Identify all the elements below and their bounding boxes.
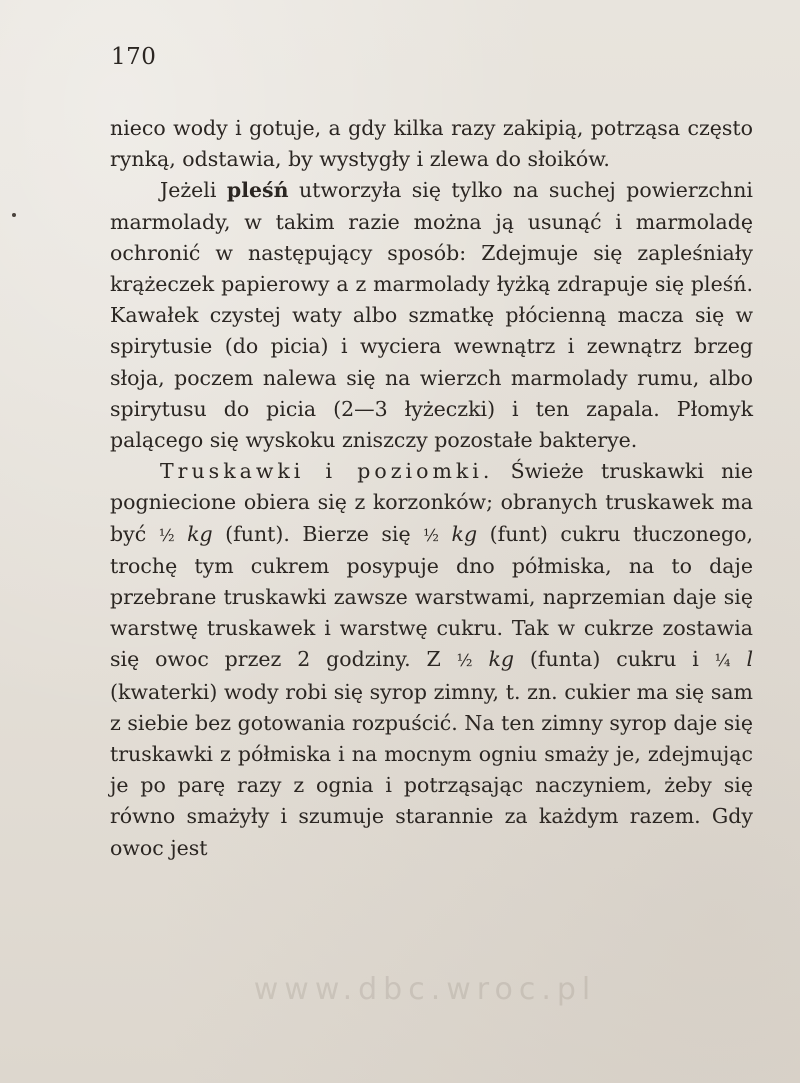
- paragraph-strawberries: [110, 456, 753, 864]
- paragraph-3-part-c: (funt) cukru tłuczonego, trochę tym cukrem posypuje dno półmiska, na to daje przebrane truskawki zawsze warstwami, naprzemian daje się warstwę truskawek i warstwę cukru. Tak w cukrze zostawia się owoc przez 2 godziny. Z: [110, 521, 753, 672]
- fraction-1: ½: [158, 525, 175, 545]
- paragraph-mold: [110, 175, 753, 456]
- paper-speck: [12, 213, 16, 217]
- page-number: 170: [111, 44, 157, 70]
- section-heading-strawberries: Truskawki i poziomki.: [160, 459, 494, 484]
- unit-1: kg: [187, 521, 213, 546]
- page-text: [110, 113, 753, 864]
- unit-4: l: [746, 647, 753, 672]
- paragraph-3-part-b: (funt). Bierze się: [225, 521, 411, 546]
- paragraph-3-part-d: (funta) cukru i: [529, 647, 699, 672]
- fraction-3: ½: [456, 651, 473, 671]
- paragraph-2-start: Jeżeli: [160, 178, 217, 203]
- paragraph-3-part-e: (kwaterki) wody robi się syrop zimny, t. zn. cukier ma się sam z siebie bez gotowania rozpuścić. Na ten zimny syrop daje się truskawki z półmiska i na mocnym ogniu smaży je, zdejmując je po parę razy z ognia i potrząsając naczyniem, żeby się równo smażyły i szumuje starannie za każdym razem. Gdy owoc jest: [110, 679, 753, 860]
- paragraph-2-rest: utworzyła się tylko na suchej powierzchni marmolady, w takim razie można ją usunąć i marmoladę ochronić w następujący sposób: Zdejmuje się zapleśniały krążeczek papierowy a z marmolady łyżką zdrapuje się pleśń. Kawałek czystej waty albo szmatkę płócienną macza się w spirytusie (do picia) i wyciera wewnątrz i zewnątrz brzeg słoja, poczem nalewa się na wierzch marmolady rumu, albo spirytusu do picia (2—3 łyżeczki) i ten zapala. Płomyk palącego się wyskoku zniszczy pozostałe bakterye.: [110, 178, 753, 453]
- fraction-4: ¼: [714, 651, 731, 671]
- fraction-2: ½: [423, 525, 440, 545]
- paragraph-3-part-a: Świeże truskawki nie pogniecione obiera się z korzonków; obranych truskawek ma być: [110, 459, 753, 546]
- unit-3: kg: [488, 647, 514, 672]
- keyword-mold: pleśń: [226, 178, 289, 203]
- watermark-text: www.dbc.wroc.pl: [253, 972, 597, 1007]
- unit-2: kg: [451, 521, 478, 546]
- paragraph-continuation: [110, 113, 753, 175]
- paragraph-1-text: nieco wody i gotuje, a gdy kilka razy zakipią, potrząsa często rynką, odstawia, by wystygły i zlewa do słoików.: [110, 116, 753, 172]
